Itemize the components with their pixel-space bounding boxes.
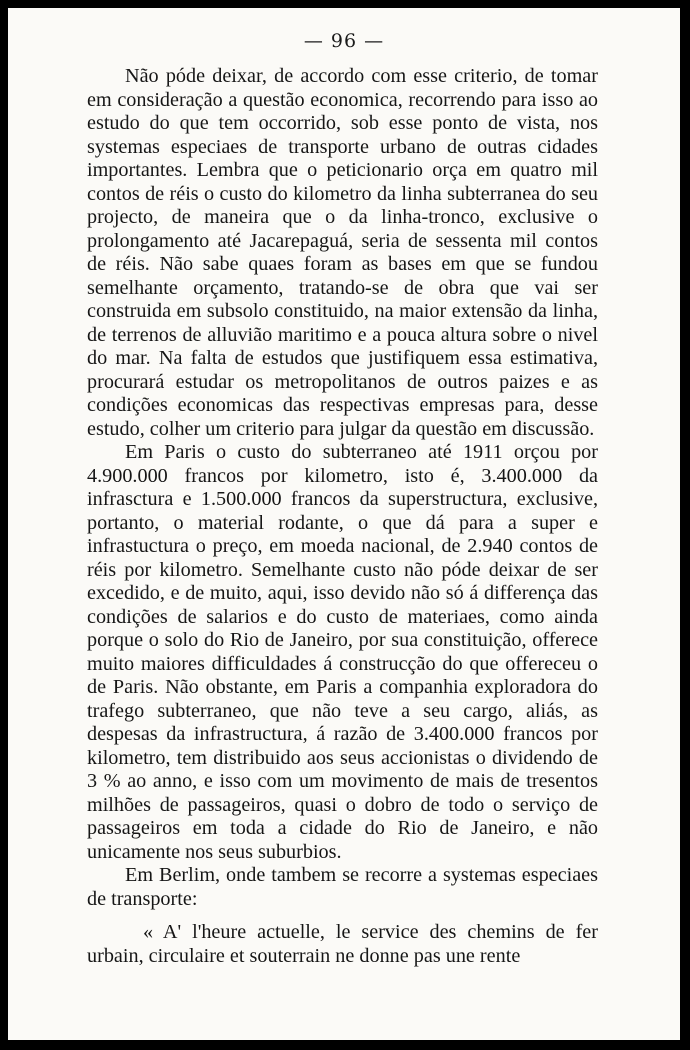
- paragraph-quote: « A' l'heure actuelle, le service des chemins de fer urbain, circulaire et souterrain ne donne pas une rente: [87, 921, 598, 967]
- paragraph-paris: Em Paris o custo do subterraneo até 1911 orçou por 4.900.000 francos por kilometro, isto é, 3.400.000 da infrasctura e 1.500.000 francos da superstructura, exclusive, portanto, o material rodante, o que dá para a super e infrastuctura o preço, em moeda nacional, de 2.940 contos de réis por kilometro. Semelhante custo não póde deixar de ser excedido, e de muito, aqui, isso devido não só á differença das condições de salarios e do custo de materiaes, como ainda porque o solo do Rio de Janeiro, por sua constituição, offerece muito maiores difficuldades á construcção do que offereceu o de Paris. Não obstante, em Paris a companhia exploradora do trafego subterraneo, que não teve a seu cargo, aliás, as despesas da infrastructura, á razão de 3.400.000 francos por kilometro, tem distribuido aos seus accionistas o dividendo de 3 % ao anno, e isso com um movimento de mais de tresentos milhões de passageiros, quasi o dobro de todo o serviço de passageiros em toda a cidade do Rio de Janeiro, e não unicamente nos seus suburbios.: [87, 441, 598, 863]
- page-number: — 96 —: [303, 30, 385, 52]
- book-page: [8, 8, 680, 1040]
- paragraph-berlin: Em Berlim, onde tambem se recorre a systemas especiaes de transporte:: [87, 864, 598, 910]
- paragraph-cost-analysis: Não póde deixar, de accordo com esse criterio, de tomar em consideração a questão economica, recorrendo para isso ao estudo do que tem occorrido, sob esse ponto de vista, nos systemas especiaes de transporte urbano de outras cidades importantes. Lembra que o peticionario orça em quatro mil contos de réis o custo do kilometro da linha subterranea do seu projecto, de maneira que o da linha-tronco, exclusive o prolongamento até Jacarepaguá, seria de sessenta mil contos de réis. Não sabe quaes foram as bases em que se fundou semelhante orçamento, tratando-se de obra que vai ser construida em subsolo constituido, na maior extensão da linha, de terrenos de alluvião maritimo e a pouca altura sobre o nivel do mar. Na falta de estudos que justifiquem essa estimativa, procurará estudar os metropolitanos de outros paizes e as condições economicas das respectivas empresas para, desse estudo, colher um criterio para julgar da questão em discussão.: [87, 65, 598, 440]
- body-text: [87, 65, 598, 968]
